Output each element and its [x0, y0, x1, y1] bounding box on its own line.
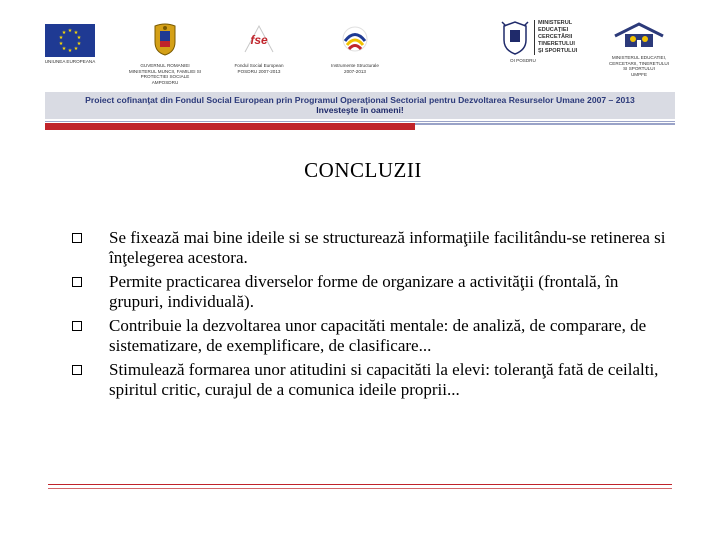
ministry-education-logo — [500, 20, 592, 64]
square-bullet-icon — [72, 321, 82, 331]
romania-government-logo — [128, 22, 202, 85]
ministry-crest-icon — [500, 20, 530, 56]
svg-text:★: ★ — [61, 30, 67, 36]
eu-flag-icon — [45, 24, 95, 57]
svg-text:★: ★ — [73, 30, 79, 36]
svg-text:★: ★ — [58, 41, 64, 47]
school-house-logo — [604, 22, 674, 77]
logo-caption: OI POSDRU — [510, 58, 536, 63]
banner-line2: Investeşte în oameni! — [316, 105, 404, 115]
svg-text:★: ★ — [76, 41, 82, 47]
structural-instruments-icon — [337, 22, 373, 56]
logo-caption: Instrumente Structurale 2007-2013 — [331, 63, 379, 74]
svg-text:★: ★ — [61, 46, 67, 52]
square-bullet-icon — [72, 277, 82, 287]
eu-flag-logo — [42, 24, 98, 65]
list-item — [72, 228, 672, 268]
list-item — [72, 360, 672, 400]
fse-logo — [230, 22, 288, 74]
logo-caption: UNIUNEA EUROPEANA — [44, 59, 96, 64]
footer-divider — [48, 484, 672, 485]
logo-row — [0, 0, 720, 84]
square-bullet-icon — [72, 233, 82, 243]
list-item — [72, 272, 672, 312]
list-item-text: Permite practicarea diverselor forme de organizare a activităţii (frontală, în grupuri, individuală). — [109, 272, 619, 311]
coat-of-arms-icon — [152, 22, 178, 56]
list-item-text: Se fixează mai bine ideile si se structurează informaţiile facilitându-se retinerea si înţelegerea acestora. — [109, 228, 666, 267]
logo-caption: GUVERNUL ROMANIEI MINISTERUL MUNCII, FAMILIEI SI PROTECTIEI SOCIALE AMPOSDRU — [128, 63, 202, 85]
banner-blue-bar — [415, 123, 675, 125]
logo-caption: Fondul Social European POSDRU 2007-2013 — [234, 63, 284, 74]
conclusions-list — [72, 228, 672, 404]
ministry-text: MINISTERUL EDUCAŢIEI CERCETĂRII TINERETULUI ŞI SPORTULUI — [534, 20, 577, 55]
structural-instruments-logo — [326, 22, 384, 74]
svg-text:★: ★ — [67, 28, 73, 34]
svg-text:★: ★ — [67, 48, 73, 54]
svg-text:★: ★ — [76, 35, 82, 41]
svg-text:★: ★ — [73, 46, 79, 52]
fse-mark-icon — [241, 22, 277, 56]
banner-red-bar — [45, 123, 415, 130]
page-title: CONCLUZII — [304, 158, 422, 182]
square-bullet-icon — [72, 365, 82, 375]
banner-line1: Proiect cofinanţat din Fondul Social European prin Programul Operaţional Sectorial pentru Dezvoltarea Resurselor Umane 2007 – 2013 — [85, 95, 635, 105]
project-banner — [45, 92, 675, 119]
list-item-text: Contribuie la dezvoltarea unor capacităti mentale: de analiză, de comparare, de sistematizare, de exemplificare, de clasificare... — [109, 316, 647, 355]
logo-caption: MINISTERUL EDUCATIEI, CERCETARII, TINERETULUI SI SPORTULUI UMPFE — [608, 55, 670, 77]
list-item-text: Stimulează formarea unor atitudini si capacităti la elevi: toleranţă fată de ceilalti, spiritul critic, curajul de a comunica ideile proprii... — [109, 360, 659, 399]
school-house-icon — [611, 22, 667, 48]
footer-divider — [48, 488, 672, 489]
fse-mark-text: fse — [250, 33, 268, 47]
svg-text:★: ★ — [58, 35, 64, 41]
list-item — [72, 316, 672, 356]
banner-divider — [45, 121, 675, 122]
